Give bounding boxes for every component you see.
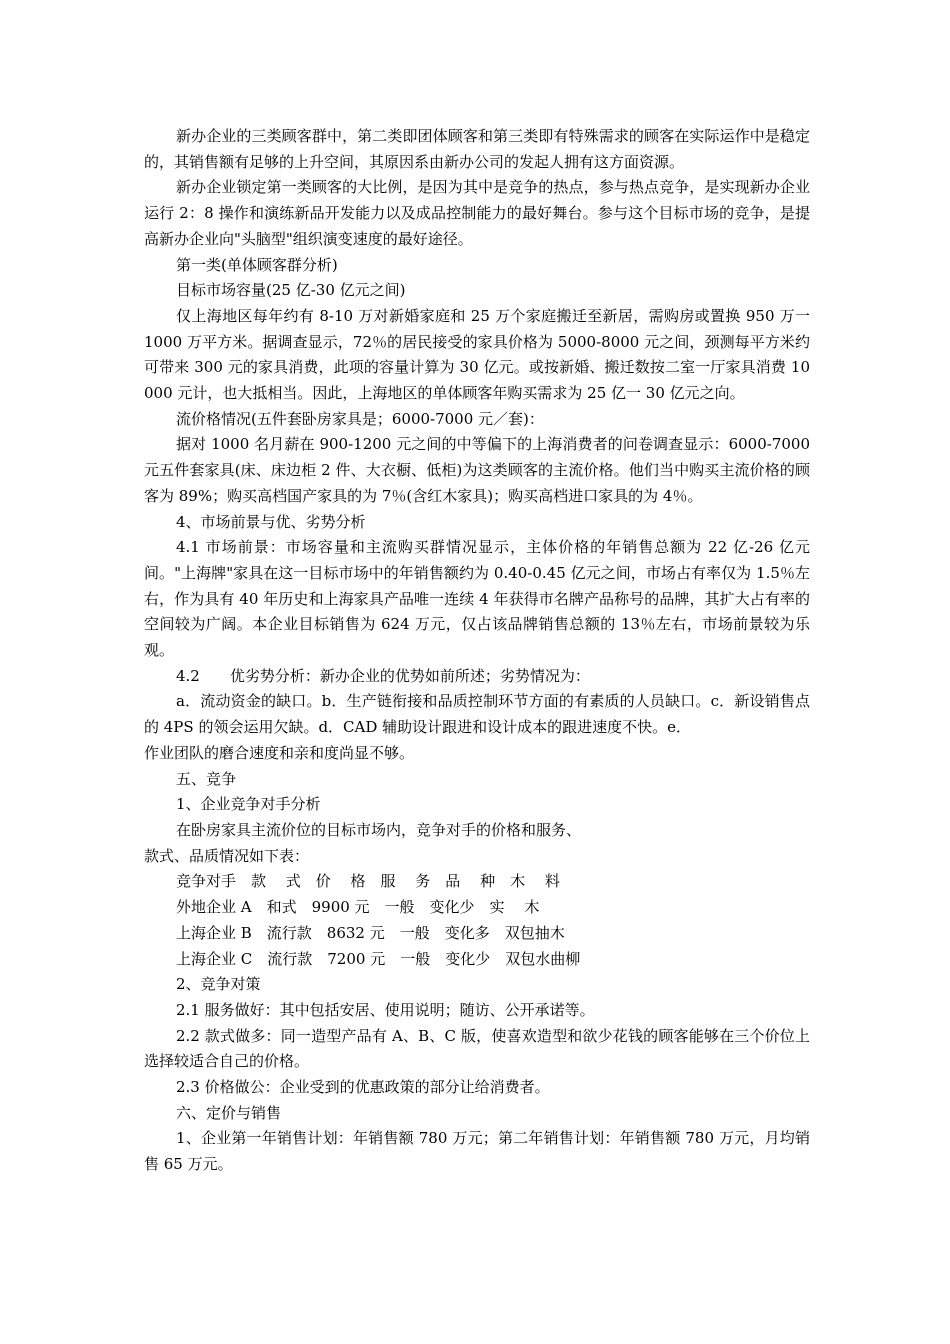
heading-strengths-weaknesses: 4.2 优劣势分析：新办企业的优势如前所述；劣势情况为： [176, 666, 590, 685]
paragraph-market-outlook: 4.1 市场前景：市场容量和主流购买群情况显示，主体价格的年销售总额为 22 亿-26 亿元间。"上海牌"家具在这一目标市场中的年销售额约为 0.40-0.45 亿元之间，市场占有率仅为 1.5％左右，作为具有 40 年历史和上海家具产品唯一连续 4 年获得市名牌产品称号的品牌，其扩大占有率的空间较为广阔。本企业目标销售为 624 万元，仅占该品牌销售总额的 13％左右，市场前景较为乐观。 [144, 538, 810, 660]
heading-pricing-sales: 六、定价与销售 [176, 1103, 282, 1122]
heading-first-group: 第一类(单体顾客群分析) [176, 255, 338, 274]
paragraph-weaknesses: a．流动资金的缺口。b．生产链衔接和品质控制环节方面的有素质的人员缺口。c．新设销售点的 4PS 的领会运用欠缺。d．CAD 辅助设计跟进和设计成本的跟进速度不快。e． [144, 692, 810, 737]
paragraph-sales-plan: 1、企业第一年销售计划：年销售额 780 万元；第二年销售计划：年销售额 780 万元，月均销售 65 万元。 [144, 1129, 810, 1174]
paragraph-survey: 据对 1000 名月薪在 900-1200 元之间的中等偏下的上海消费者的问卷调查显示：6000-7000 元五件套家具(床、床边柜 2 件、大衣橱、低柜)为这类顾客的主流价格。他们当中购买主流价格的顾客为 89%；购买高档国产家具的为 7％(含红木家具)；购买高档进口家具的为 4％。 [144, 435, 810, 505]
heading-price-situation: 流价格情况(五件套卧房家具是；6000-7000 元／套)： [176, 409, 544, 428]
heading-competition-strategy: 2、竞争对策 [176, 975, 261, 994]
paragraph-strategy-service: 2.1 服务做好：其中包括安居、使用说明；随访、公开承诺等。 [176, 1000, 595, 1019]
heading-market-capacity: 目标市场容量(25 亿-30 亿元之间) [176, 281, 406, 300]
paragraph-competitor-intro: 在卧房家具主流价位的目标市场内，竞争对手的价格和服务、 [176, 820, 582, 839]
paragraph-customer-groups: 新办企业的三类顾客群中，第二类即团体顾客和第三类即有特殊需求的顾客在实际运作中是稳定的，其销售额有足够的上升空间，其原因系由新办公司的发起人拥有这方面资源。 [144, 127, 810, 171]
competitor-table-row: 上海企业 C 流行款 7200 元 一般 变化少 双包水曲柳 [176, 949, 581, 968]
paragraph-lock-first-group: 新办企业锁定第一类顾客的大比例，是因为其中是竞争的热点，参与热点竞争，是实现新办企业运行 2：8 操作和演练新品开发能力以及成品控制能力的最好舞台。参与这个目标市场的竞争，是提高新办企业向"头脑型"组织演变速度的最好途径。 [144, 178, 810, 248]
competitor-table-header: 竞争对手 款 式 价 格 服 务 品 种 木 料 [176, 872, 560, 891]
heading-competition: 五、竞争 [176, 769, 237, 788]
paragraph-strategy-style: 2.2 款式做多：同一造型产品有 A、B、C 版，使喜欢造型和欲少花钱的顾客能够在三个价位上选择较适合自己的价格。 [144, 1026, 810, 1071]
paragraph-weaknesses-continued: 作业团队的磨合速度和亲和度尚显不够。 [144, 743, 415, 762]
heading-market-outlook: 4、市场前景与优、劣势分析 [176, 512, 366, 531]
paragraph-market-capacity: 仅上海地区每年约有 8-10 万对新婚家庭和 25 万个家庭搬迁至新居，需购房或置换 950 万一 1000 万平方米。据调查显示，72％的居民接受的家具价格为 5000-8000 元之间，颈测每平方米约可带来 300 元的家具消费，此项的容量计算为 30 亿元。或按新婚、搬迁数按二室一厅家具消费 10000 元计，也大抵相当。因此，上海地区的单体顾客年购买需求为 25 亿一 30 亿元之向。 [144, 306, 810, 403]
paragraph-competitor-intro-continued: 款式、品质情况如下表： [144, 846, 310, 865]
competitor-table-row: 外地企业 A 和式 9900 元 一般 变化少 实 木 [176, 898, 540, 917]
paragraph-strategy-price: 2.3 价格做公：企业受到的优惠政策的部分让给消费者。 [176, 1078, 550, 1097]
document-page [144, 124, 810, 1178]
heading-competitor-analysis: 1、企业竞争对手分析 [176, 795, 321, 814]
competitor-table-row: 上海企业 B 流行款 8632 元 一般 变化多 双包抽木 [176, 923, 565, 942]
